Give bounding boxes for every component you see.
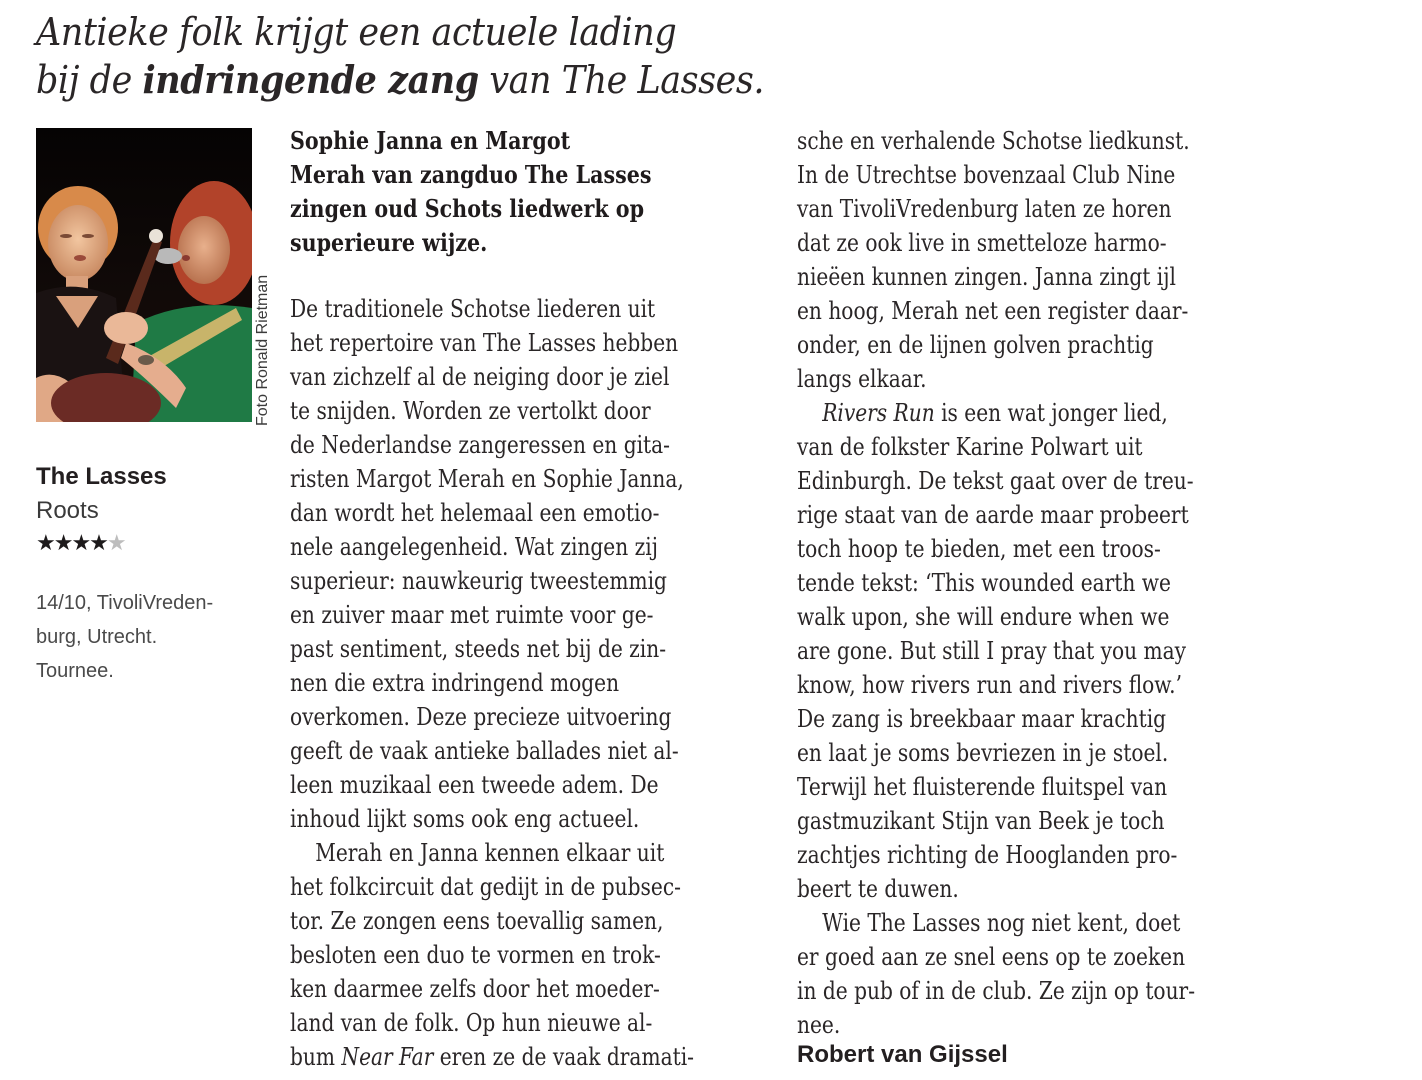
body-line: land van de folk. Op hun nieuwe al- [290, 1009, 653, 1037]
body-line: de Nederlandse zangeressen en gita- [290, 431, 670, 459]
intro-line: zingen oud Schots liedwerk op [290, 194, 645, 223]
headline-emphasis: indringende zang [142, 57, 479, 102]
body-line: In de Utrechtse bovenzaal Club Nine [797, 161, 1176, 189]
body-line: are gone. But still I pray that you may [797, 637, 1187, 665]
body-line: er goed aan ze snel eens op te zoeken [797, 943, 1186, 971]
body-line: tende tekst: ‘This wounded earth we [797, 569, 1171, 597]
body-line: dat ze ook live in smetteloze harmo- [797, 229, 1167, 257]
body-line: en laat je soms bevriezen in je stoel. [797, 739, 1169, 767]
headline-line-2 [36, 56, 764, 104]
body-line: besloten een duo te vormen en trok- [290, 941, 661, 969]
body-line: nele aangelegenheid. Wat zingen zij [290, 533, 658, 561]
body-text: is een wat jonger lied, [934, 399, 1168, 427]
details-line: Tournee. [36, 660, 114, 682]
body-text: eren ze de vaak dramati- [433, 1043, 694, 1071]
body-line: walk upon, she will endure when we [797, 603, 1170, 631]
body-line: inhoud lijkt soms ook eng actueel. [290, 805, 640, 833]
body-line: in de pub of in de club. Ze zijn op tour- [797, 977, 1196, 1005]
body-line: Edinburgh. De tekst gaat over de treu- [797, 467, 1194, 495]
body-line: nee. [797, 1011, 841, 1039]
review-infobox [36, 460, 266, 688]
photo-credit: Foto Ronald Rietman [254, 274, 271, 426]
details-line: burg, Utrecht. [36, 626, 158, 648]
body-line: Terwijl het fluisterende fluitspel van [797, 773, 1168, 801]
star-rating [36, 528, 266, 558]
body-line: het folkcircuit dat gedijt in de pubsec- [290, 873, 681, 901]
body-line: nieëen kunnen zingen. Janna zingt ijl [797, 263, 1176, 291]
headline-line-1: Antieke folk krijgt een actuele lading [36, 10, 677, 54]
body-line: het repertoire van The Lasses hebben [290, 329, 679, 357]
intro-line: superieure wijze. [290, 228, 488, 257]
body-line: ken daarmee zelfs door het moeder- [290, 975, 660, 1003]
concert-photo [36, 128, 252, 422]
body-line [797, 396, 1195, 430]
body-line: toch hoop te bieden, met een troos- [797, 535, 1161, 563]
body-line: van zichzelf al de neiging door je ziel [290, 363, 670, 391]
headline [36, 8, 764, 104]
article-intro [290, 124, 710, 260]
author-byline: Robert van Gijssel [797, 1041, 1008, 1068]
body-line: leen muzikaal een tweede adem. De [290, 771, 659, 799]
body-line: te snijden. Worden ze vertolkt door [290, 397, 651, 425]
body-line: zachtjes richting de Hooglanden pro- [797, 841, 1178, 869]
body-line [290, 1040, 694, 1074]
body-line: beert te duwen. [797, 875, 959, 903]
body-line: rige staat van de aarde maar probeert [797, 501, 1189, 529]
song-title: Rivers Run [822, 399, 935, 427]
body-line: geeft de vaak antieke ballades niet al- [290, 737, 679, 765]
intro-line: Sophie Janna en Margot [290, 126, 571, 155]
concert-details [36, 586, 266, 688]
body-line: nen die extra indringend mogen [290, 669, 620, 697]
body-line: De traditionele Schotse liederen uit [290, 295, 656, 323]
body-line: dan wordt het helemaal een emotio- [290, 499, 660, 527]
album-title: Near Far [341, 1043, 434, 1071]
body-line: De zang is breekbaar maar krachtig [797, 705, 1167, 733]
body-line: Wie The Lasses nog niet kent, doet [822, 909, 1181, 937]
body-line: Merah en Janna kennen elkaar uit [315, 839, 665, 867]
genre-label: Roots [36, 497, 99, 524]
body-line: van de folkster Karine Polwart uit [797, 433, 1143, 461]
body-line: sche en verhalende Schotse liedkunst. [797, 127, 1190, 155]
headline-prefix: bij de [36, 58, 143, 102]
intro-line: Merah van zangduo The Lasses [290, 160, 652, 189]
body-line: tor. Ze zongen eens toevallig samen, [290, 907, 664, 935]
body-text: bum [290, 1043, 342, 1071]
photo-illustration [36, 128, 252, 422]
empty-star-icon: ★ [106, 530, 125, 555]
body-line: superieur: nauwkeurig tweestemmig [290, 567, 667, 595]
headline-suffix: van The Lasses. [478, 58, 765, 102]
body-line: onder, en de lijnen golven prachtig [797, 331, 1154, 359]
artist-name: The Lasses [36, 463, 167, 490]
body-line: en zuiver maar met ruimte voor ge- [290, 601, 654, 629]
body-line: know, how rivers run and rivers flow.’ [797, 671, 1182, 699]
body-line: en hoog, Merah net een register daar- [797, 297, 1189, 325]
filled-stars-icon: ★★★★ [36, 530, 107, 555]
article-column-2 [797, 124, 1271, 1042]
body-line: past sentiment, steeds net bij de zin- [290, 635, 667, 663]
details-line: 14/10, TivoliVreden- [36, 592, 214, 614]
body-line: gastmuzikant Stijn van Beek je toch [797, 807, 1165, 835]
body-line: risten Margot Merah en Sophie Janna, [290, 465, 684, 493]
body-line: overkomen. Deze precieze uitvoering [290, 703, 672, 731]
body-line: van TivoliVredenburg laten ze horen [797, 195, 1172, 223]
body-line: langs elkaar. [797, 365, 927, 393]
article-column-1 [290, 292, 771, 1074]
